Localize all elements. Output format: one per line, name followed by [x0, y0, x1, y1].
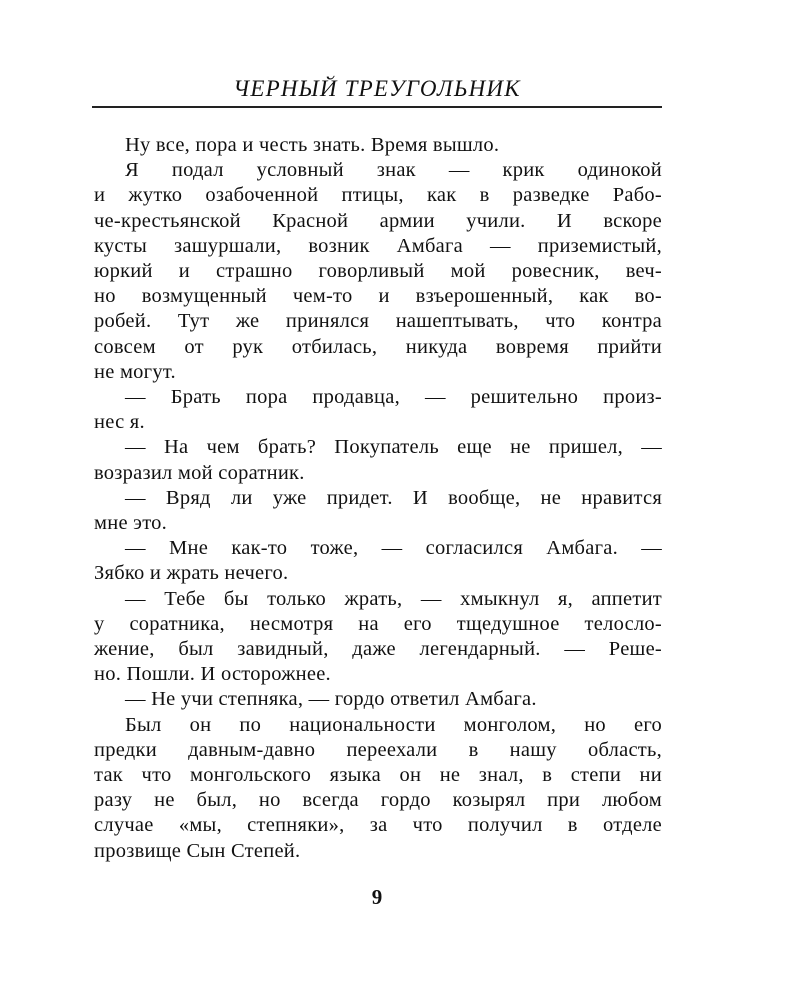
running-head: ЧЕРНЫЙ ТРЕУГОЛЬНИК — [233, 76, 521, 101]
text-line: прозвище Сын Степей. — [94, 839, 301, 862]
text-line: предки давным-давно переехали в нашу область, — [94, 738, 662, 761]
paragraph — [94, 713, 662, 864]
paragraph — [94, 158, 662, 385]
text-line: и жутко озабоченной птицы, как в разведке Рабо- — [94, 184, 662, 207]
text-line: кусты зашуршали, возник Амбага — приземистый, — [94, 234, 662, 257]
text-line: Ну все, пора и честь знать. Время вышло. — [125, 134, 500, 156]
text-line: так что монгольского языка он не знал, в степи ни — [94, 764, 662, 787]
text-line: че-крестьянской Красной армии учили. И вскоре — [94, 209, 662, 232]
paragraph — [94, 536, 662, 586]
text-line: жение, был завидный, даже легендарный. — Реше- — [94, 638, 662, 661]
text-line: — На чем брать? Покупатель еще не пришел, — — [125, 436, 662, 459]
text-line: нес я. — [94, 411, 145, 434]
text-line: возразил мой соратник. — [94, 461, 305, 484]
text-line: у соратника, несмотря на его тщедушное телосло- — [94, 612, 662, 635]
text-line: но возмущенный чем-то и взъерошенный, как во- — [94, 285, 662, 308]
text-line: робей. Тут же принялся нашептывать, что контра — [94, 310, 662, 333]
header-rule — [92, 106, 662, 108]
text-line: совсем от рук отбилась, никуда вовремя прийти — [94, 335, 662, 358]
paragraph — [94, 385, 662, 435]
paragraph — [94, 435, 662, 485]
text-line: не могут. — [94, 360, 176, 383]
text-line: Я подал условный знак — крик одинокой — [125, 159, 662, 182]
paragraph — [94, 687, 662, 712]
text-line: — Мне как-то тоже, — согласился Амбага. — — [125, 537, 662, 560]
page-number: 9 — [371, 885, 383, 909]
text-line: случае «мы, степняки», за что получил в отделе — [94, 814, 662, 837]
text-line: — Вряд ли уже придет. И вообще, не нравится — [125, 486, 662, 509]
paragraph — [94, 133, 662, 158]
text-line: Зябко и жрать нечего. — [94, 562, 289, 585]
text-line: юркий и страшно говорливый мой ровесник, веч- — [94, 260, 662, 283]
text-line: — Брать пора продавца, — решительно произ- — [125, 386, 662, 409]
text-line: но. Пошли. И осторожнее. — [94, 663, 331, 686]
text-line: — Тебе бы только жрать, — хмыкнул я, аппетит — [125, 587, 662, 610]
text-line: разу не был, но всегда гордо козырял при любом — [94, 789, 662, 812]
text-line: Был он по национальности монголом, но его — [125, 713, 662, 736]
text-line: — Не учи степняка, — гордо ответил Амбага. — [125, 688, 537, 711]
paragraph — [94, 587, 662, 688]
paragraph — [94, 486, 662, 536]
text-line: мне это. — [94, 512, 168, 535]
body-text — [94, 133, 662, 864]
